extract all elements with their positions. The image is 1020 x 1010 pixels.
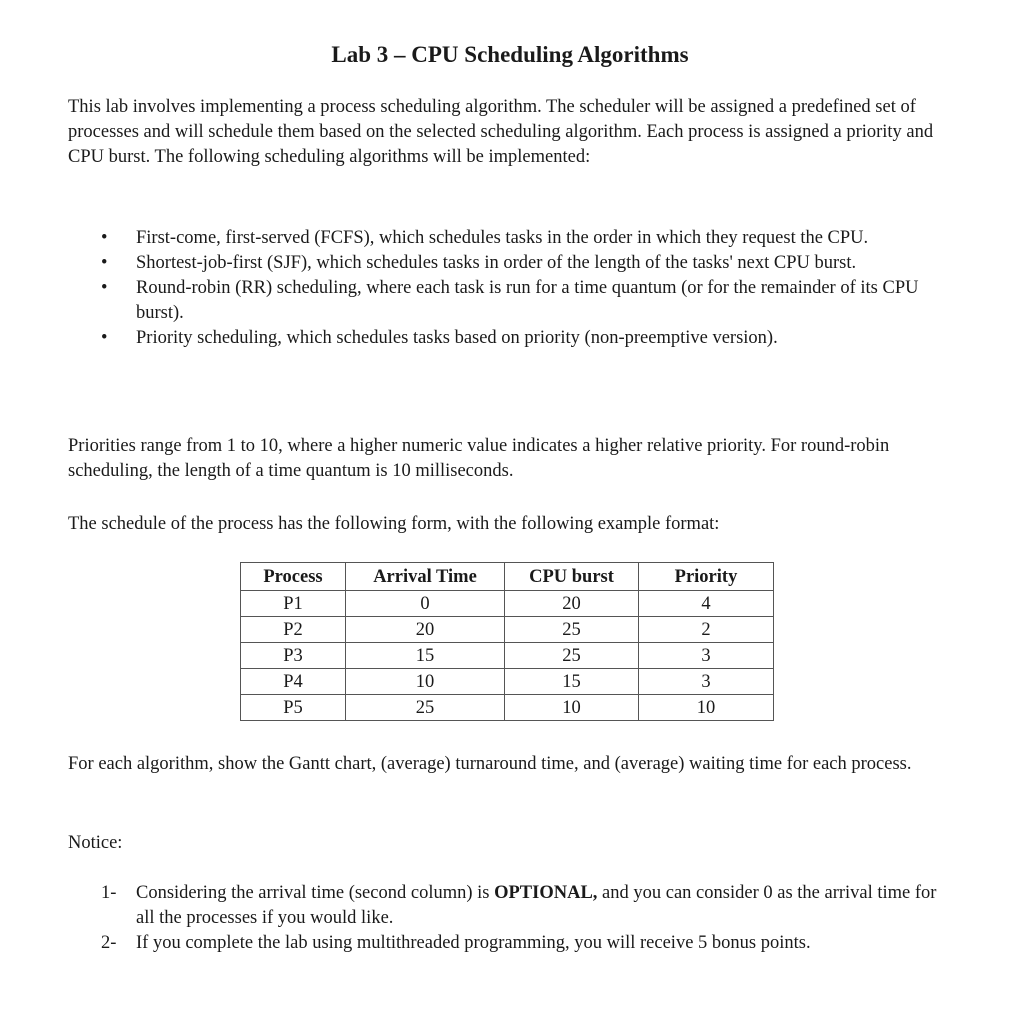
cell-arrival-time: 20 xyxy=(346,617,505,643)
cell-arrival-time: 10 xyxy=(346,669,505,695)
priorities-paragraph: Priorities range from 1 to 10, where a higher numeric value indicates a higher relative priority. For round-robin scheduling, the length of a time quantum is 10 milliseconds. xyxy=(68,436,890,481)
table-row xyxy=(241,695,774,721)
cell-cpu-burst: 15 xyxy=(505,669,639,695)
table-row xyxy=(241,643,774,669)
cell-process: P3 xyxy=(241,643,346,669)
cell-arrival-time: 25 xyxy=(346,695,505,721)
bullet-icon: • xyxy=(101,278,108,298)
header-priority: Priority xyxy=(639,563,774,591)
table-row xyxy=(241,591,774,617)
bullet-icon: • xyxy=(101,228,108,248)
process-table xyxy=(240,562,774,721)
intro-paragraph: This lab involves implementing a process scheduling algorithm. The scheduler will be assigned a predefined set of processes and will schedule them based on the selected scheduling algorithm. Each process is assigned a priority and CPU burst. The following scheduling algorithms will be implemented: xyxy=(68,97,934,167)
list-item xyxy=(68,276,958,326)
notice-number: 2- xyxy=(101,933,117,953)
algorithm-sjf: Shortest-job-first (SJF), which schedules tasks in order of the length of the tasks' next CPU burst. xyxy=(136,253,857,273)
notice-text-before: If you complete the lab using multithreaded programming, you will receive 5 bonus points. xyxy=(136,933,811,953)
table-row xyxy=(241,617,774,643)
list-item xyxy=(68,251,958,276)
cell-process: P5 xyxy=(241,695,346,721)
cell-cpu-burst: 10 xyxy=(505,695,639,721)
cell-priority: 3 xyxy=(639,643,774,669)
notice-label: Notice: xyxy=(68,833,123,853)
cell-priority: 2 xyxy=(639,617,774,643)
cell-cpu-burst: 25 xyxy=(505,617,639,643)
notice-number: 1- xyxy=(101,883,117,903)
cell-process: P1 xyxy=(241,591,346,617)
notice-bold-text: OPTIONAL, xyxy=(494,883,598,903)
notice-text-after: and you can consider 0 as the arrival time for all the processes if you would like. xyxy=(136,883,937,928)
algorithm-priority: Priority scheduling, which schedules tasks based on priority (non-preemptive version). xyxy=(136,328,778,348)
list-item xyxy=(68,226,958,251)
cell-cpu-burst: 25 xyxy=(505,643,639,669)
header-cpu-burst: CPU burst xyxy=(505,563,639,591)
list-item xyxy=(68,326,958,351)
cell-cpu-burst: 20 xyxy=(505,591,639,617)
cell-priority: 3 xyxy=(639,669,774,695)
bullet-icon: • xyxy=(101,253,108,273)
list-item xyxy=(68,931,958,956)
cell-process: P2 xyxy=(241,617,346,643)
header-arrival-time: Arrival Time xyxy=(346,563,505,591)
header-process: Process xyxy=(241,563,346,591)
for-each-paragraph: For each algorithm, show the Gantt chart, (average) turnaround time, and (average) waiting time for each process. xyxy=(68,754,912,774)
bullet-icon: • xyxy=(101,328,108,348)
table-row xyxy=(241,669,774,695)
algorithm-list xyxy=(68,226,958,351)
algorithm-rr: Round-robin (RR) scheduling, where each task is run for a time quantum (or for the remainder of its CPU burst). xyxy=(136,278,919,323)
cell-process: P4 xyxy=(241,669,346,695)
table-header-row xyxy=(241,563,774,591)
cell-priority: 4 xyxy=(639,591,774,617)
cell-priority: 10 xyxy=(639,695,774,721)
notice-text-before: Considering the arrival time (second column) is xyxy=(136,883,495,903)
page-title: Lab 3 – CPU Scheduling Algorithms xyxy=(331,42,689,67)
cell-arrival-time: 0 xyxy=(346,591,505,617)
algorithm-fcfs: First-come, first-served (FCFS), which schedules tasks in the order in which they request the CPU. xyxy=(136,228,869,248)
notice-list xyxy=(68,881,958,956)
cell-arrival-time: 15 xyxy=(346,643,505,669)
list-item xyxy=(68,881,958,931)
schedule-paragraph: The schedule of the process has the following form, with the following example format: xyxy=(68,514,720,534)
